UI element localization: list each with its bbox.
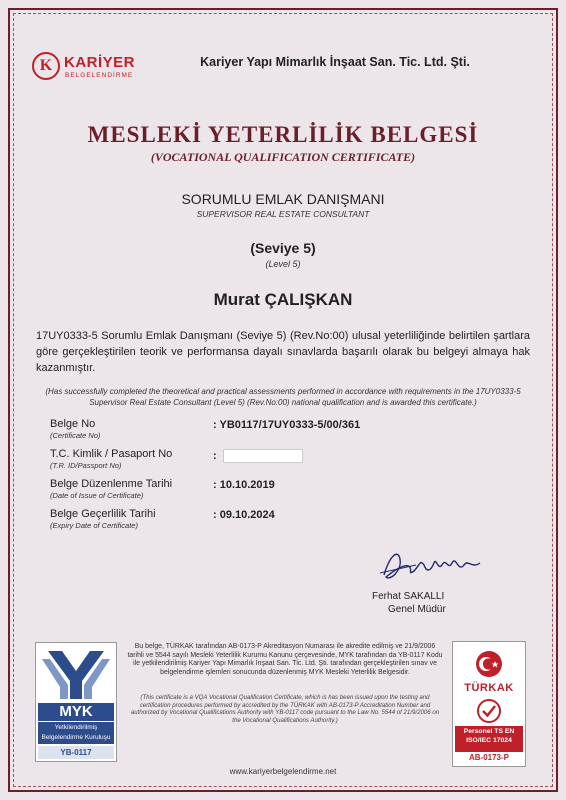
field-row-id-no xyxy=(50,448,510,478)
qualification-name-en: SUPERVISOR REAL ESTATE CONSULTANT xyxy=(196,209,370,219)
redaction-box xyxy=(223,449,303,463)
certificate-fields xyxy=(50,418,510,538)
description-en: (Has successfully completed the theoretical and practical assessments performed in accordance with requirements in the 17UY0333-5 Supervisor Real Estate Consultant (Level 5) (Rev.No:00) national qualification and is awarded this certificate.) xyxy=(45,387,521,407)
myk-subtitle: Yetkilendirilmiş Belgelendirme Kuruluşu xyxy=(38,722,114,744)
qualification-level: (Seviye 5) xyxy=(250,240,316,256)
kariyer-logo-icon: K xyxy=(32,52,60,80)
turkak-badge xyxy=(452,641,526,767)
certificate-title: MESLEKİ YETERLİLİK BELGESİ xyxy=(87,122,479,147)
field-label: Belge Geçerlilik Tarihi xyxy=(50,508,156,520)
myk-name: MYK xyxy=(38,703,114,721)
field-label: Belge Düzenlenme Tarihi xyxy=(50,478,173,490)
turkak-name: TÜRKAK xyxy=(464,682,514,694)
holder-name: Murat ÇALIŞKAN xyxy=(213,290,353,309)
description: 17UY0333-5 Sorumlu Emlak Danışmanı (Seviye 5) (Rev.No:00) ulusal yeterliliğinde belirtilen şartlara göre gerçekleştirilen teorik ve performansa dayalı sınavlarda başarılı olarak bu belgeyi almaya hak kazanmıştır. xyxy=(36,330,530,374)
field-value: : xyxy=(213,449,217,462)
field-row-expiry-date xyxy=(50,508,510,538)
turkak-code: AB-0173-P xyxy=(455,752,523,764)
signature-icon xyxy=(376,545,486,585)
field-value: : YB0117/17UY0333-5/00/361 xyxy=(213,419,361,431)
field-label-en: (Certificate No) xyxy=(50,431,101,440)
myk-badge xyxy=(35,642,117,762)
field-label-en: (T.R. ID/Passport No) xyxy=(50,461,122,470)
field-label: T.C. Kimlik / Pasaport No xyxy=(50,448,173,460)
qualification-name: SORUMLU EMLAK DANIŞMANI xyxy=(181,191,385,207)
kariyer-logo xyxy=(32,50,142,84)
signatory-title: Genel Müdür xyxy=(388,604,446,615)
signatory-name: Ferhat SAKALLI xyxy=(372,591,445,602)
field-row-issue-date xyxy=(50,478,510,508)
qualification-level-en: (Level 5) xyxy=(265,259,301,269)
legal-text: Bu belge, TÜRKAK tarafından AB-0173-P Akreditasyon Numarası ile akredite edilmiş ve 21/9/2006 tarihli ve 5544 sayılı Mesleki Yeterlilik Kurumu Kanunu çerçevesinde, MYK tarafından da YB-0117 Kodu ile yetkilendirilmiş Kariyer Yapı Mimarlık İnşaat San. Tic. Ltd. Şti. tarafından gerçekleştirilen sınav ve belgelendirme işlemleri sonucunda düzenlenmiş MYK Mesleki Yeterlilik Belgesidir. xyxy=(127,643,443,676)
field-label-en: (Date of Issue of Certificate) xyxy=(50,491,144,500)
field-value: : 09.10.2024 xyxy=(213,509,275,521)
company-name: Kariyer Yapı Mimarlık İnşaat San. Tic. Ltd. Şti. xyxy=(200,55,470,69)
logo-subtitle: BELGELENDİRME xyxy=(65,72,134,79)
field-value-redacted xyxy=(213,449,303,463)
turkak-scope: Personel TS EN ISO/IEC 17024 xyxy=(455,726,523,752)
myk-code: YB-0117 xyxy=(38,746,114,759)
field-label: Belge No xyxy=(50,418,96,430)
field-value: : 10.10.2019 xyxy=(213,479,275,491)
website-link[interactable]: www.kariyerbelgelendirme.net xyxy=(229,767,337,776)
logo-name: KARİYER xyxy=(64,54,136,71)
legal-text-en: (This certificate is a VQA Vocational Qualification Certificate, which is has been issued upon the testing and certification procedures performed by accredited by the TÜRKAK with AB-0173-P Accreditation Number and authorized by Vocational Qualifications Authority with YB-0117 code pursuant to the Law No. 5544 of 21/9/2006 on the Vocational Qualifications Authority.) xyxy=(130,694,440,724)
field-label-en: (Expiry Date of Certificate) xyxy=(50,521,138,530)
myk-logo-icon xyxy=(38,645,114,703)
field-row-certificate-no xyxy=(50,418,510,448)
certificate-title-en: (VOCATIONAL QUALIFICATION CERTIFICATE) xyxy=(150,150,416,164)
